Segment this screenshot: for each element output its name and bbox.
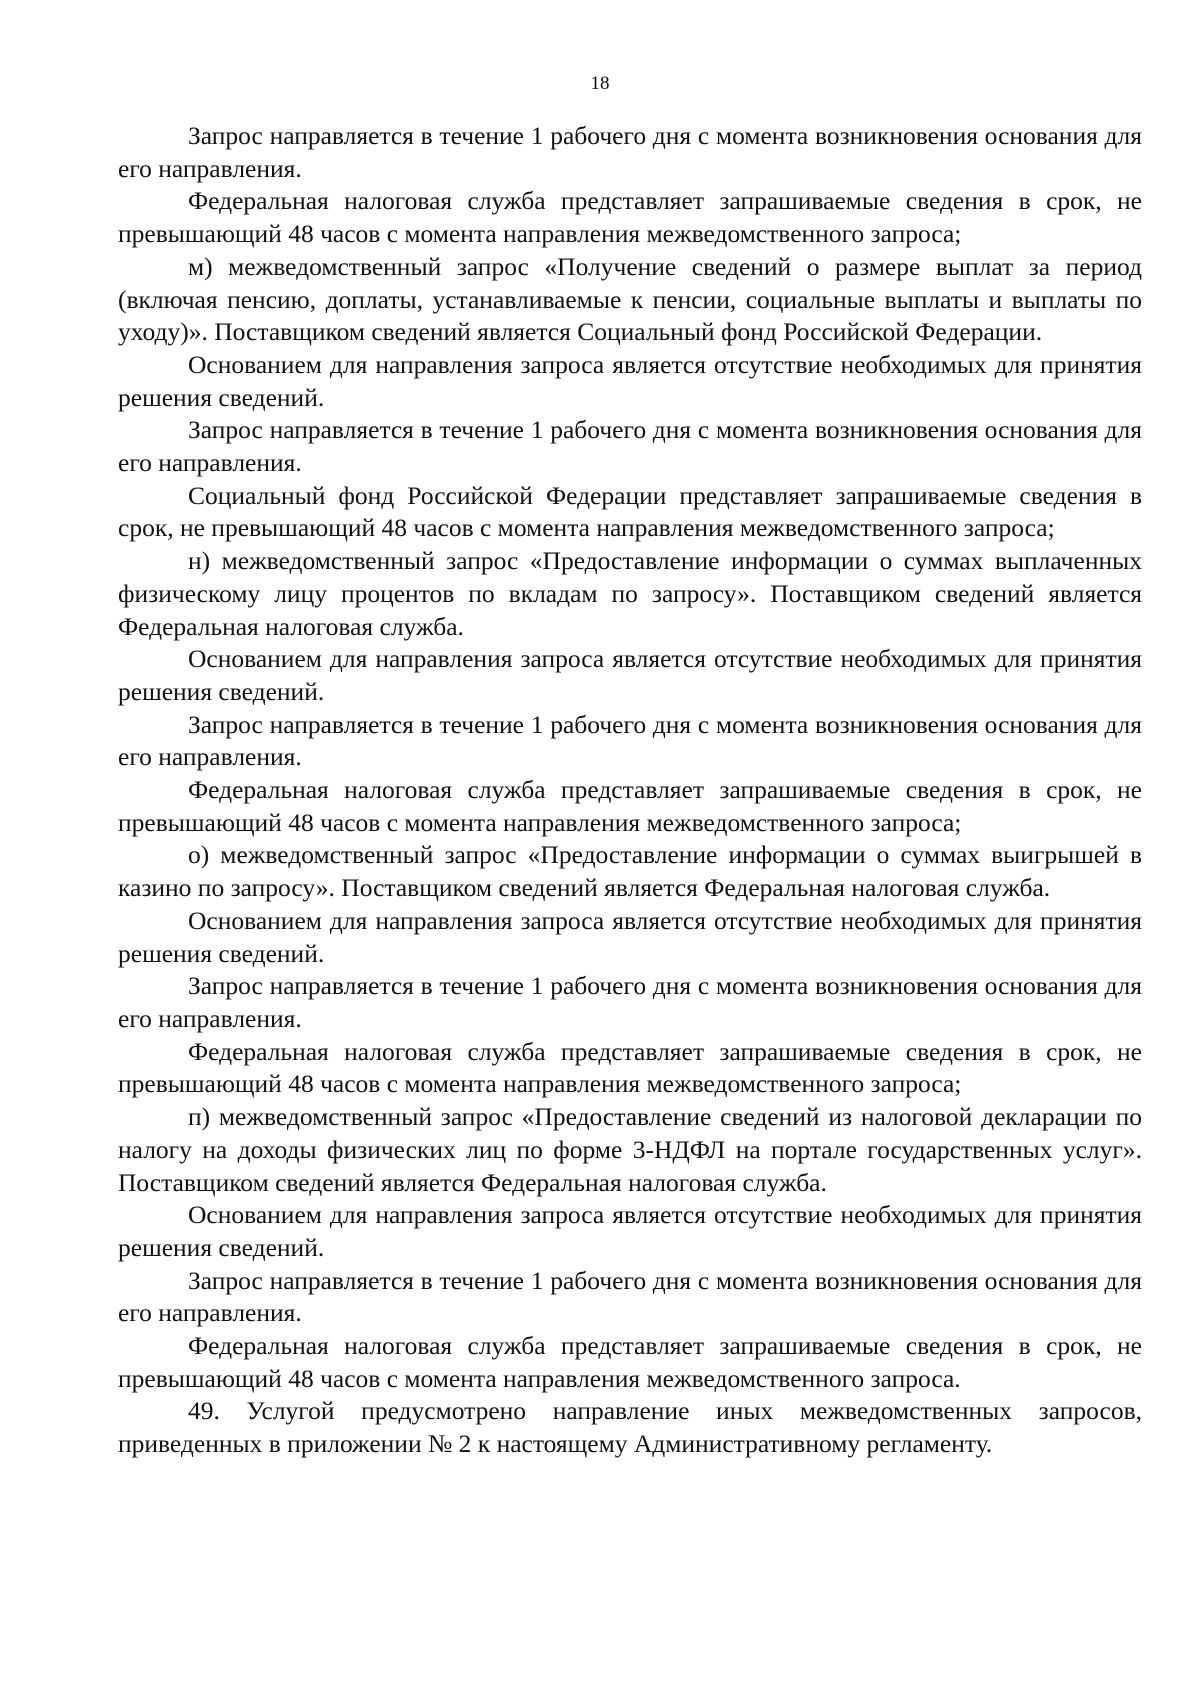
paragraph-sfr-response: Социальный фонд Российской Федерации представляет запрашиваемые сведения в срок, не превышающий 48 часов с момента направления межведомственного запроса; xyxy=(118,480,1142,543)
paragraph-fns-response: Федеральная налоговая служба представляет запрашиваемые сведения в срок, не превышающий 48 часов с момента направления межведомственного запроса; xyxy=(118,186,1142,249)
paragraph-item-o: о) межведомственный запрос «Предоставление информации о суммах выигрышей в казино по запросу». Поставщиком сведений является Федеральная налоговая служба. xyxy=(118,840,1142,903)
document-body xyxy=(118,120,1142,1461)
paragraph-request-deadline: Запрос направляется в течение 1 рабочего дня с момента возникновения основания для его направления. xyxy=(118,1265,1142,1328)
paragraph-item-m: м) межведомственный запрос «Получение сведений о размере выплат за период (включая пенсию, доплаты, устанавливаемые к пенсии, социальные выплаты и выплаты по уходу)». Поставщиком сведений является Социальный фонд Российской Федерации. xyxy=(118,251,1142,347)
page-number: 18 xyxy=(590,73,610,94)
paragraph-fns-response: Федеральная налоговая служба представляет запрашиваемые сведения в срок, не превышающий 48 часов с момента направления межведомственного запроса. xyxy=(118,1331,1142,1393)
paragraph-request-basis: Основанием для направления запроса является отсутствие необходимых для принятия решения сведений. xyxy=(118,1200,1142,1262)
paragraph-request-basis: Основанием для направления запроса является отсутствие необходимых для принятия решения сведений. xyxy=(118,349,1142,412)
paragraph-fns-response: Федеральная налоговая служба представляет запрашиваемые сведения в срок, не превышающий 48 часов с момента направления межведомственного запроса; xyxy=(118,1036,1142,1099)
paragraph-request-deadline: Запрос направляется в течение 1 рабочего дня с момента возникновения основания для его направления. xyxy=(118,971,1142,1033)
paragraph-request-deadline: Запрос направляется в течение 1 рабочего дня с момента возникновения основания для его направления. xyxy=(118,121,1142,183)
paragraph-item-p: п) межведомственный запрос «Предоставление сведений из налоговой декларации по налогу на доходы физических лиц по форме 3-НДФЛ на портале государственных услуг». Поставщиком сведений является Федеральная налоговая служба. xyxy=(118,1102,1142,1197)
paragraph-fns-response: Федеральная налоговая служба представляет запрашиваемые сведения в срок, не превышающий 48 часов с момента направления межведомственного запроса; xyxy=(118,775,1142,837)
paragraph-request-basis: Основанием для направления запроса является отсутствие необходимых для принятия решения сведений. xyxy=(118,644,1142,706)
paragraph-section-49: 49. Услугой предусмотрено направление иных межведомственных запросов, приведенных в приложении № 2 к настоящему Административному регламенту. xyxy=(118,1396,1142,1459)
paragraph-request-deadline: Запрос направляется в течение 1 рабочего дня с момента возникновения основания для его направления. xyxy=(118,415,1142,478)
paragraph-request-basis: Основанием для направления запроса является отсутствие необходимых для принятия решения сведений. xyxy=(118,905,1142,968)
paragraph-item-n: н) межведомственный запрос «Предоставление информации о суммах выплаченных физическому лицу процентов по вкладам по запросу». Поставщиком сведений является Федеральная налоговая служба. xyxy=(118,546,1142,641)
paragraph-request-deadline: Запрос направляется в течение 1 рабочего дня с момента возникновения основания для его направления. xyxy=(118,709,1142,772)
